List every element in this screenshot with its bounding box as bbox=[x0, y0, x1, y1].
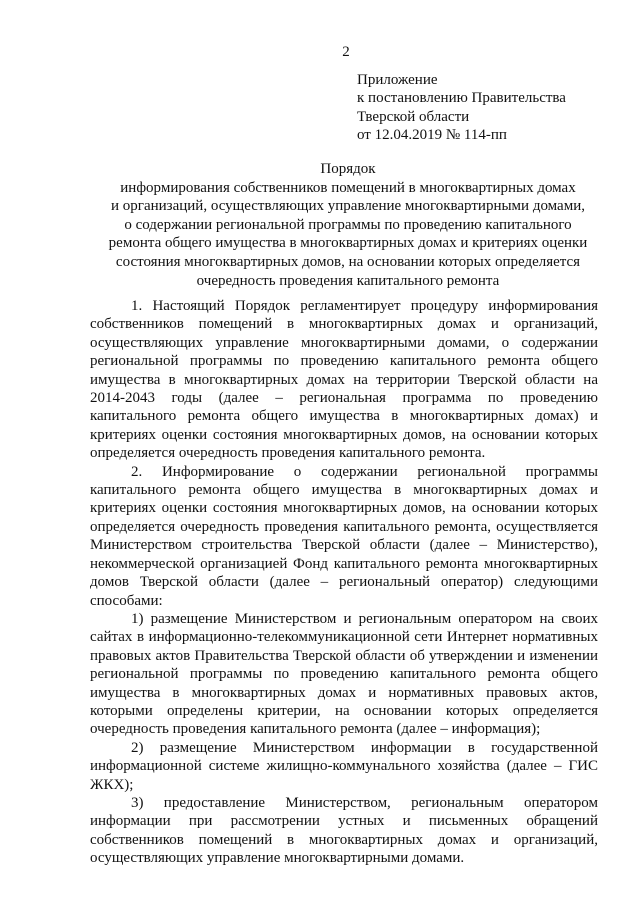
title-line: ремонта общего имущества в многоквартирных домах и критериях оценки bbox=[108, 235, 588, 252]
document-title bbox=[90, 160, 606, 290]
title-line: состояния многоквартирных домов, на основании которых определяется bbox=[115, 253, 581, 270]
title-line: о содержании региональной программы по проведению капитального bbox=[124, 216, 572, 233]
paragraph-2: 2. Информирование о содержании региональной программы капитального ремонта общего имущества в многоквартирных домах и критериях оценки состояния многоквартирных домов, на основании которых определяется очередность проведения капитального ремонта, осуществляется Министерством строительства Тверской области (далее – Министерство), некоммерческой организацией Фонд капитального ремонта многоквартирных домов Тверской области (далее – региональный оператор) следующими способами: bbox=[90, 463, 598, 609]
paragraph-2-item-1: 1) размещение Министерством и региональным оператором на своих сайтах в информационно-телекоммуникационной сети Интернет нормативных правовых актов Правительства Тверской области об утверждении и изменении региональной программы по проведению капитального ремонта общего имущества в многоквартирных домах и нормативных правовых актов, которыми определены критерии, на основании которых определяется очередность проведения капитального ремонта (далее – информация); bbox=[90, 610, 598, 738]
title-line: и организаций, осуществляющих управление многоквартирными домами, bbox=[111, 198, 585, 215]
page-number: 2 bbox=[342, 44, 350, 60]
paragraph-1: 1. Настоящий Порядок регламентирует процедуру информирования собственников помещений в многоквартирных домах и организаций, осуществляющих управление многоквартирными домами, о содержании региональной программы по проведению капитального ремонта общего имущества в многоквартирных домах на территории Тверской области на 2014-2043 годы (далее – региональная программа по проведению капитального ремонта общего имущества в многоквартирных домах) и критериях оценки состояния многоквартирных домов, на основании которых определяется очередность проведения капитального ремонта. bbox=[90, 298, 598, 462]
title-line: Порядок bbox=[320, 161, 376, 177]
document-body bbox=[90, 297, 598, 868]
appendix-date-number: от 12.04.2019 № 114-пп bbox=[357, 127, 507, 144]
paragraph-2-item-2: 2) размещение Министерством информации в государственной информационной системе жилищно-коммунального хозяйства (далее – ГИС ЖКХ); bbox=[90, 739, 598, 793]
title-line: информирования собственников помещений в многоквартирных домах bbox=[120, 179, 576, 196]
title-line: очередность проведения капитального ремонта bbox=[196, 272, 500, 289]
appendix-resolution: к постановлению Правительства bbox=[357, 90, 566, 107]
appendix-header bbox=[357, 71, 566, 145]
appendix-region: Тверской области bbox=[357, 108, 470, 125]
appendix-label: Приложение bbox=[357, 72, 438, 88]
paragraph-2-item-3: 3) предоставление Министерством, региональным оператором информации при рассмотрении устных и письменных обращений собственников помещений в многоквартирных домах и организаций, осуществляющих управление многоквартирными домами. bbox=[90, 794, 598, 867]
